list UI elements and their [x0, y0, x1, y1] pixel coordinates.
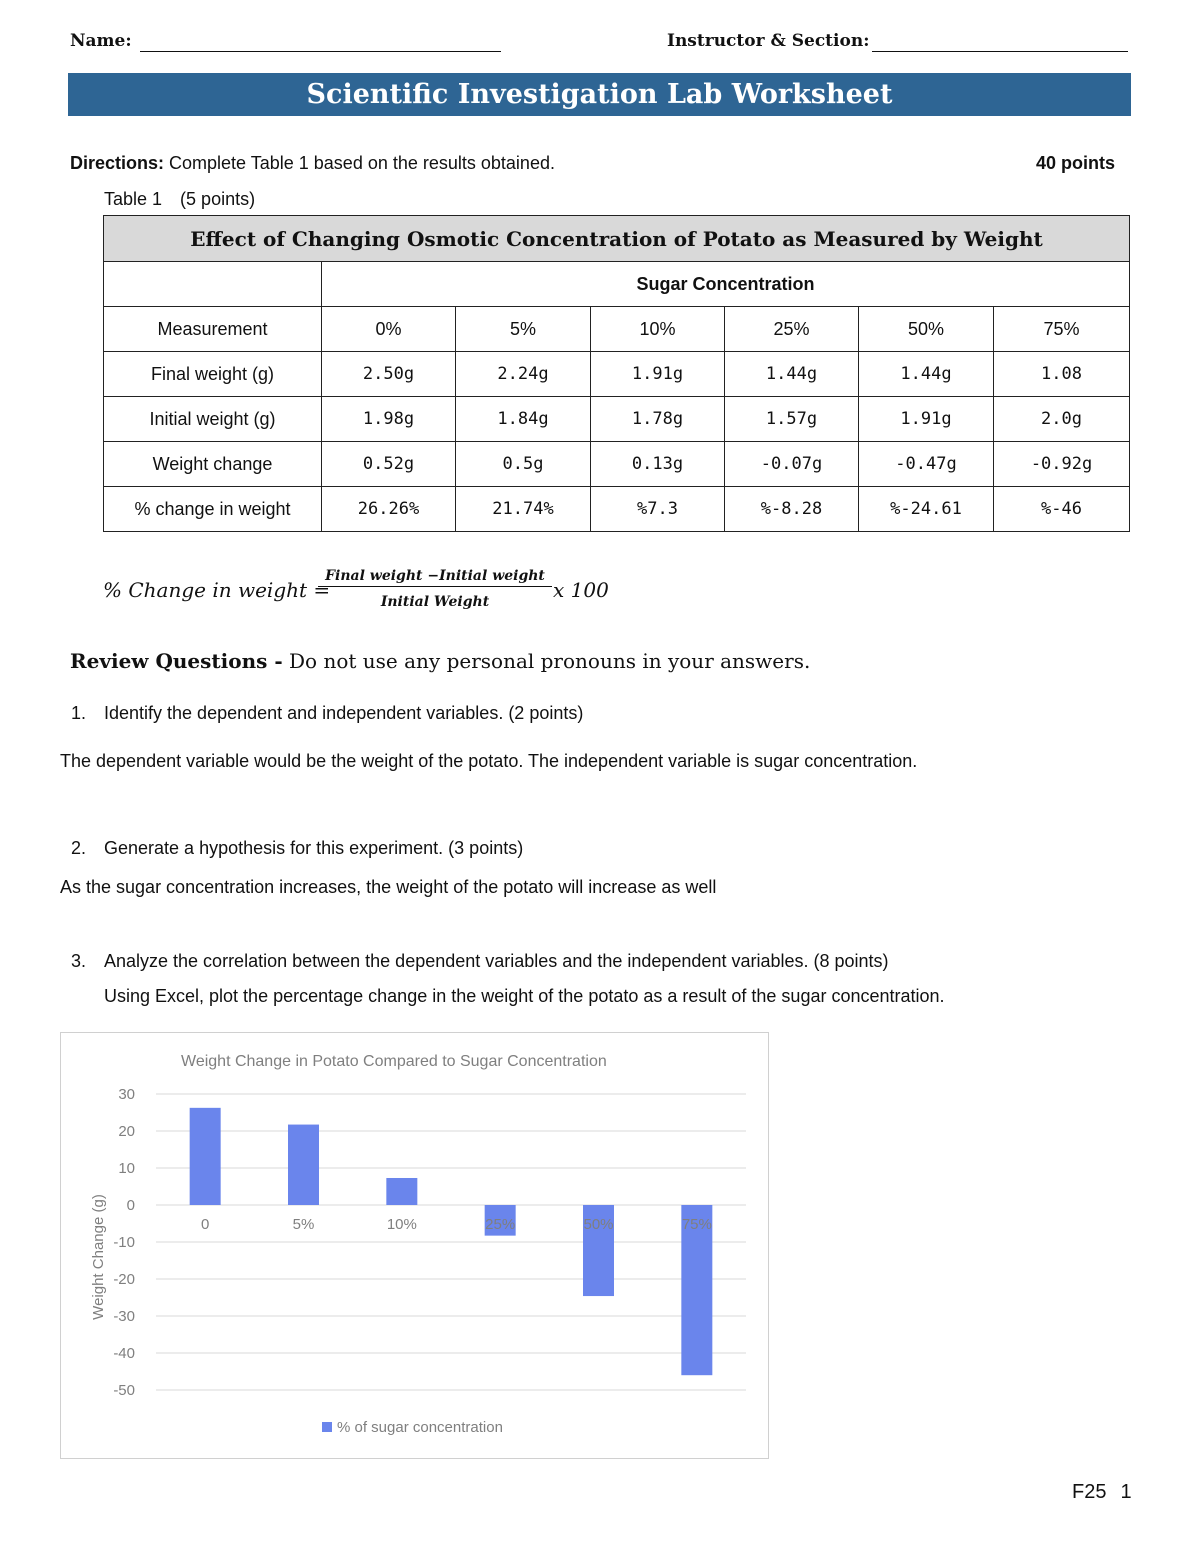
question-1-number: 1. [71, 703, 87, 723]
x-tick-label: 50% [583, 1216, 614, 1233]
table-cell[interactable]: 1.78g [591, 397, 725, 442]
row-label: Weight change [104, 442, 322, 487]
y-tick-label: -10 [113, 1234, 135, 1251]
question-1-text: Identify the dependent and independent variables. (2 points) [104, 703, 584, 723]
table-row [104, 487, 1130, 532]
name-label: Name: [70, 31, 132, 51]
table-cell[interactable]: 1.08 [994, 352, 1130, 397]
table-cell[interactable]: 26.26% [322, 487, 456, 532]
table-empty-cell [104, 262, 322, 307]
formula-numerator: Final weight −Initial weight [318, 568, 552, 587]
bar [288, 1125, 319, 1205]
question-2-number: 2. [71, 838, 87, 858]
group-header: Sugar Concentration [322, 262, 1130, 307]
table-caption [104, 189, 255, 210]
table-caption-points: (5 points) [180, 189, 256, 209]
column-header: 75% [994, 307, 1130, 352]
table-row [104, 397, 1130, 442]
question-3-subtext: Using Excel, plot the percentage change in the weight of the potato as a result of the sugar concentration. [104, 986, 945, 1006]
y-tick-label: 20 [118, 1123, 135, 1140]
y-tick-label: 0 [126, 1197, 135, 1214]
column-header: 10% [591, 307, 725, 352]
page-title: Scientific Investigation Lab Worksheet [68, 73, 1131, 116]
question-3-text: Analyze the correlation between the dependent variables and the independent variables. (8 points) [104, 951, 889, 971]
chart-title: Weight Change in Potato Compared to Sugar Concentration [181, 1053, 607, 1070]
row-label: Final weight (g) [104, 352, 322, 397]
table-cell[interactable]: 0.52g [322, 442, 456, 487]
measurement-header: Measurement [104, 307, 322, 352]
table-cell[interactable]: -0.07g [725, 442, 859, 487]
bar [190, 1108, 221, 1205]
review-heading-rest: Do not use any personal pronouns in your answers. [282, 649, 811, 673]
table-cell[interactable]: 1.91g [859, 397, 994, 442]
question-3-number: 3. [71, 951, 87, 971]
table-cell[interactable]: 2.24g [456, 352, 591, 397]
x-tick-label: 10% [386, 1216, 417, 1233]
formula-lhs: % Change in weight = [103, 578, 331, 602]
formula-denominator: Initial Weight [380, 594, 490, 610]
row-label: Initial weight (g) [104, 397, 322, 442]
table-cell[interactable]: 2.0g [994, 397, 1130, 442]
y-tick-label: -40 [113, 1345, 135, 1362]
page-number: 1 [1120, 1481, 1132, 1503]
bar [386, 1178, 417, 1205]
table-cell[interactable]: -0.47g [859, 442, 994, 487]
footer-code: F25 [1072, 1481, 1107, 1503]
legend-label: % of sugar concentration [337, 1419, 503, 1436]
y-axis-label: Weight Change (g) [90, 1194, 107, 1320]
y-tick-label: 10 [118, 1160, 135, 1177]
table-cell[interactable]: 21.74% [456, 487, 591, 532]
review-heading [70, 649, 810, 673]
table-cell[interactable]: -0.92g [994, 442, 1130, 487]
question-2-text: Generate a hypothesis for this experiment. (3 points) [104, 838, 524, 858]
table-cell[interactable]: 1.84g [456, 397, 591, 442]
table-cell[interactable]: 1.98g [322, 397, 456, 442]
directions-text: Complete Table 1 based on the results obtained. [164, 153, 555, 173]
table-cell[interactable]: 1.91g [591, 352, 725, 397]
directions [70, 153, 555, 174]
formula-rhs: x 100 [553, 578, 609, 602]
y-tick-label: -30 [113, 1308, 135, 1325]
table-cell[interactable]: 1.44g [725, 352, 859, 397]
table-caption-label: Table 1 [104, 189, 163, 209]
table-cell[interactable]: 1.44g [859, 352, 994, 397]
bar-chart [61, 1033, 768, 1458]
table-cell[interactable]: 2.50g [322, 352, 456, 397]
column-header: 0% [322, 307, 456, 352]
table-row [104, 442, 1130, 487]
legend-swatch [322, 1422, 332, 1432]
answer-2[interactable]: As the sugar concentration increases, the weight of the potato will increase as well [60, 877, 717, 897]
table-cell[interactable]: 0.5g [456, 442, 591, 487]
x-tick-label: 0 [200, 1216, 210, 1233]
footer [1072, 1481, 1132, 1504]
x-tick-label: 5% [292, 1216, 315, 1233]
instructor-label: Instructor & Section: [667, 31, 870, 51]
answer-1[interactable]: The dependent variable would be the weight of the potato. The independent variable is sugar concentration. [60, 751, 918, 771]
table-cell[interactable]: %-8.28 [725, 487, 859, 532]
table-row [104, 352, 1130, 397]
column-header: 25% [725, 307, 859, 352]
total-points: 40 points [1036, 153, 1116, 173]
x-tick-label: 75% [681, 1216, 712, 1233]
table-cell[interactable]: %-24.61 [859, 487, 994, 532]
column-header: 50% [859, 307, 994, 352]
directions-label: Directions: [70, 153, 165, 173]
name-field[interactable] [140, 31, 501, 52]
table-title: Effect of Changing Osmotic Concentration of Potato as Measured by Weight [104, 216, 1130, 262]
chart-container [60, 1032, 769, 1459]
y-tick-label: -50 [113, 1382, 135, 1399]
table-cell[interactable]: 1.57g [725, 397, 859, 442]
table-cell[interactable]: 0.13g [591, 442, 725, 487]
review-heading-bold: Review Questions - [70, 649, 283, 673]
column-header: 5% [456, 307, 591, 352]
results-table [103, 215, 1130, 532]
y-tick-label: -20 [113, 1271, 135, 1288]
table-cell[interactable]: %7.3 [591, 487, 725, 532]
y-tick-label: 30 [118, 1086, 135, 1103]
x-tick-label: 25% [485, 1216, 516, 1233]
instructor-field[interactable] [872, 31, 1128, 52]
table-header-row [104, 307, 1130, 352]
table-cell[interactable]: %-46 [994, 487, 1130, 532]
row-label: % change in weight [104, 487, 322, 532]
